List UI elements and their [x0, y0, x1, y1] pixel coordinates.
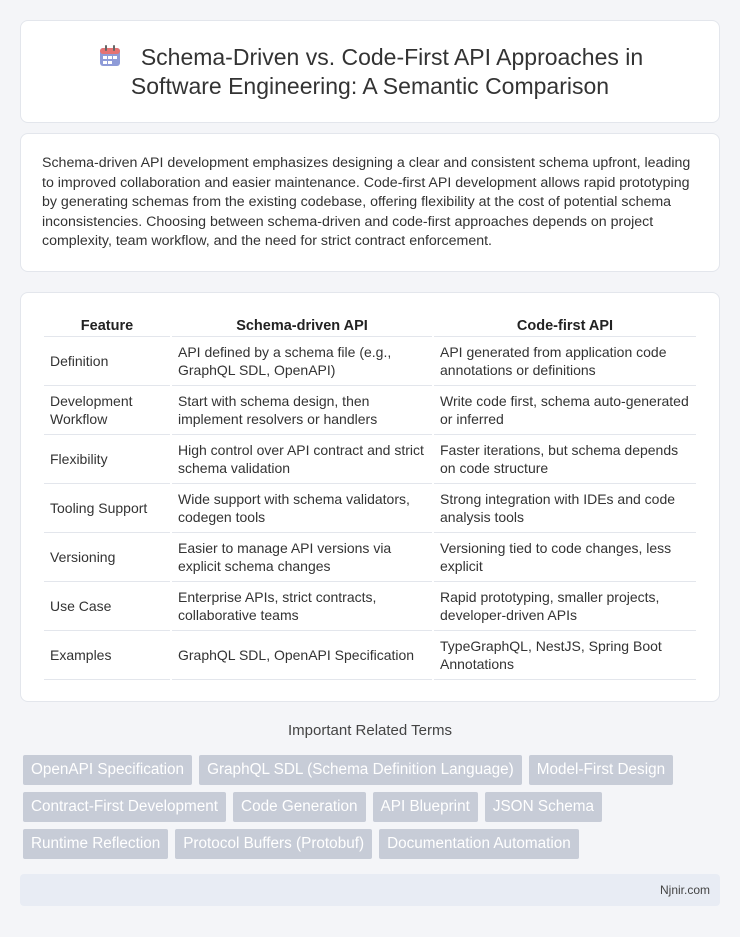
table-row: [44, 582, 696, 631]
feature-cell: Tooling Support: [44, 484, 170, 533]
comparison-table: [42, 315, 698, 680]
table-row: [44, 386, 696, 435]
related-term-tag[interactable]: GraphQL SDL (Schema Definition Language): [199, 755, 522, 785]
page-title: [21, 43, 719, 101]
schema-driven-cell: Start with schema design, then implement resolvers or handlers: [172, 386, 432, 435]
feature-cell: Definition: [44, 337, 170, 386]
related-term-tag[interactable]: Code Generation: [233, 792, 366, 822]
intro-paragraph: Schema-driven API development emphasizes designing a clear and consistent schema upfront, leading to improved collaboration and easier maintenance. Code-first API development allows rapid prototyping by generating schemas from the existing codebase, offering flexibility at the cost of potential schema inconsistencies. Choosing between schema-driven and code-first approaches depends on project complexity, team workflow, and the need for strict contract enforcement.: [42, 155, 691, 250]
header-feature: Feature: [44, 315, 170, 337]
footer-site-link[interactable]: Njnir.com: [659, 883, 710, 897]
related-term-tag[interactable]: Contract-First Development: [23, 792, 226, 822]
code-first-cell: Rapid prototyping, smaller projects, developer-driven APIs: [434, 582, 696, 631]
feature-cell: Examples: [44, 631, 170, 680]
schema-driven-cell: Enterprise APIs, strict contracts, collaborative teams: [172, 582, 432, 631]
code-first-cell: TypeGraphQL, NestJS, Spring Boot Annotations: [434, 631, 696, 680]
related-term-tag[interactable]: OpenAPI Specification: [23, 755, 192, 785]
schema-driven-cell: Wide support with schema validators, codegen tools: [172, 484, 432, 533]
related-terms-heading: Important Related Terms: [288, 722, 452, 739]
table-row: [44, 631, 696, 680]
feature-cell: Flexibility: [44, 435, 170, 484]
related-term-tag[interactable]: Protocol Buffers (Protobuf): [175, 829, 372, 859]
related-term-tag[interactable]: Model-First Design: [529, 755, 673, 785]
related-term-tag[interactable]: Documentation Automation: [379, 829, 579, 859]
code-first-cell: Versioning tied to code changes, less explicit: [434, 533, 696, 582]
schema-driven-cell: GraphQL SDL, OpenAPI Specification: [172, 631, 432, 680]
related-term-tag[interactable]: JSON Schema: [485, 792, 602, 822]
intro-card: [20, 133, 720, 272]
table-row: [44, 435, 696, 484]
code-first-cell: API generated from application code annotations or definitions: [434, 337, 696, 386]
header-schema-driven: Schema-driven API: [172, 315, 432, 337]
title-line-2: Software Engineering: A Semantic Comparison: [130, 73, 610, 99]
comparison-card: [20, 292, 720, 702]
calendar-icon: [97, 43, 123, 69]
table-row: [44, 533, 696, 582]
code-first-cell: Strong integration with IDEs and code analysis tools: [434, 484, 696, 533]
related-term-tag[interactable]: Runtime Reflection: [23, 829, 168, 859]
header-code-first: Code-first API: [434, 315, 696, 337]
table-row: [44, 337, 696, 386]
code-first-cell: Write code first, schema auto-generated or inferred: [434, 386, 696, 435]
title-card: [20, 20, 720, 123]
code-first-cell: Faster iterations, but schema depends on code structure: [434, 435, 696, 484]
schema-driven-cell: Easier to manage API versions via explicit schema changes: [172, 533, 432, 582]
schema-driven-cell: High control over API contract and strict schema validation: [172, 435, 432, 484]
table-header-row: [44, 315, 696, 337]
related-terms-list: [23, 755, 703, 859]
footer-bar: [20, 874, 720, 906]
related-term-tag[interactable]: API Blueprint: [373, 792, 478, 822]
feature-cell: Development Workflow: [44, 386, 170, 435]
title-line-1: Schema-Driven vs. Code-First API Approaches in: [140, 44, 644, 70]
feature-cell: Versioning: [44, 533, 170, 582]
schema-driven-cell: API defined by a schema file (e.g., GraphQL SDL, OpenAPI): [172, 337, 432, 386]
table-row: [44, 484, 696, 533]
feature-cell: Use Case: [44, 582, 170, 631]
